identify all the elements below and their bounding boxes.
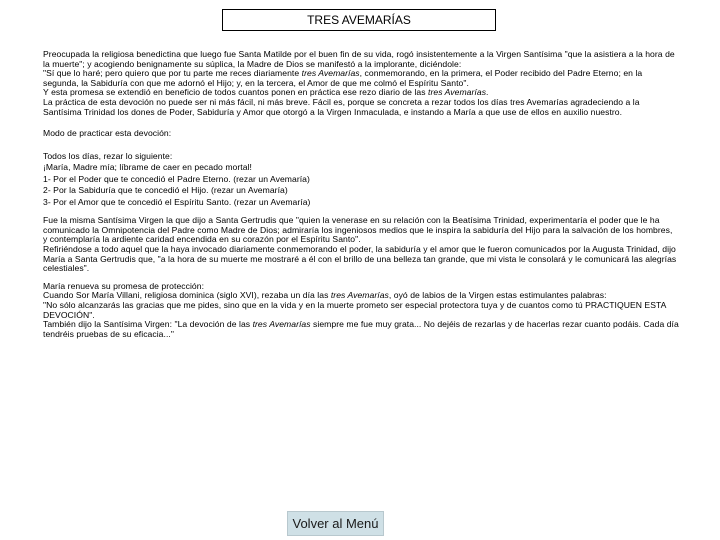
gertrudis-paragraph-2: Refiriéndose a todo aquel que la haya invocado diariamente conmemorando el poder, la sabiduría y el amor que le fueron comunicados por la Augusta Trinidad, dijo María a Santa Gertrudis que, "a la hora de su muerte me mostraré a él con el brillo de una belleza tan grande, que mi vista le consolará y le comunicará las alegrías celestiales". bbox=[43, 244, 677, 274]
renewal-paragraph-1: Cuando Sor María Villani, religiosa dominica (siglo XVI), rezaba un día las tres Avemarías, oyó de labios de la Virgen estas estimulantes palabras: bbox=[43, 290, 607, 301]
intro-paragraph-2: "Sí que lo haré; pero quiero que por tu parte me reces diariamente tres Avemarías, conmemorando, en la primera, el Poder recibido del Padre Eterno; en la segunda, la Sabiduría con que me adornó el Hijo; y, en la tercera, el Amor de que me colmó el Espíritu Santo". bbox=[43, 68, 643, 88]
intro-paragraph-4: La práctica de esta devoción no puede ser ni más fácil, ni más breve. Fácil es, porque se concreta a rezar todos los días tres Avemarías agradeciendo a la Santísima Trinidad los dones de Poder, Sabiduría y Amor que otorgó a la Virgen Inmaculada, e instando a María a que use de ellos en auxilio nuestro. bbox=[43, 96, 640, 117]
renewal-paragraph-2: "No sólo alcanzarás las gracias que me pides, sino que en la vida y en la muerte prometo ser especial protectora tuya y de cuantos como tú PRACTIQUEN ESTA DEVOCIÓN". bbox=[43, 300, 666, 320]
document-body bbox=[43, 50, 679, 339]
renewal-heading: María renueva su promesa de protección: bbox=[43, 280, 205, 291]
practice-line: 2- Por la Sabiduría que te concedió el Hijo. (rezar un Avemaría) bbox=[43, 185, 288, 196]
back-to-menu-button[interactable]: Volver al Menú bbox=[287, 511, 384, 536]
intro-paragraph-3: Y esta promesa se extendió en beneficio de todos cuantos ponen en práctica ese rezo diario de las tres Avemarías. bbox=[43, 87, 489, 98]
page-title: TRES AVEMARÍAS bbox=[222, 9, 496, 31]
practice-heading: Modo de practicar esta devoción: bbox=[43, 128, 172, 139]
practice-line: 3- Por el Amor que te concedió el Espíritu Santo. (rezar un Avemaría) bbox=[43, 196, 311, 207]
renewal-paragraph-3: También dijo la Santísima Virgen: "La devoción de las tres Avemarías siempre me fue muy grata... No dejéis de rezarlas y de hacerlas rezar cuanto podáis. Cada día tendréis pruebas de su eficacia..." bbox=[43, 319, 679, 339]
intro-paragraph-1: Preocupada la religiosa benedictina que luego fue Santa Matilde por el buen fin de su vida, rogó insistentemente a la Virgen Santísima "que la asistiera a la hora de la muerte"; y acogiendo benignamente su súplica, la Madre de Dios se manifestó a la implorante, diciéndole: bbox=[43, 49, 675, 69]
gertrudis-paragraph-1: Fue la misma Santísima Virgen la que dijo a Santa Gertrudis que "quien la venerase en su relación con la Beatísima Trinidad, experimentaría el poder que le ha comunicado la Omnipotencia del Padre como Madre de Dios; admiraría los ingeniosos medios que le inspira la sabiduría del Hijo para la salvación de los hombres, y contemplaría la ardiente caridad encendida en su corazón por el Espíritu Santo". bbox=[43, 215, 673, 245]
practice-intro: Todos los días, rezar lo siguiente: bbox=[43, 150, 173, 161]
practice-line: ¡María, Madre mía; líbrame de caer en pecado mortal! bbox=[43, 162, 252, 173]
practice-line: 1- Por el Poder que te concedió el Padre Eterno. (rezar un Avemaría) bbox=[43, 173, 310, 184]
